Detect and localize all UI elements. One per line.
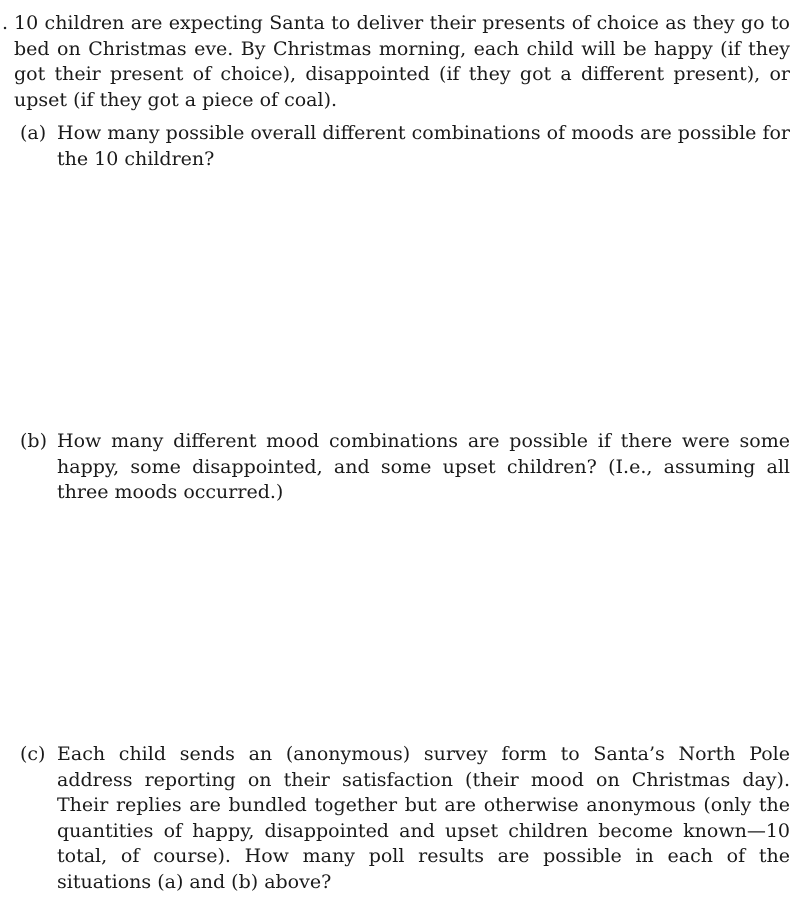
part-c-label: (c) [20, 743, 46, 765]
problem-intro-text: 10 children are expecting Santa to deliver their presents of choice as they go to bed on Christmas eve. By Christmas morning, each child will be happy (if they got their present of choice), disappointed (if they got a different present), or upset (if they got a piece of coal). [14, 12, 790, 111]
part-c [20, 742, 790, 895]
part-b-text: How many different mood combinations are possible if there were some happy, some disappointed, and some upset children? (I.e., assuming all three moods occurred.) [57, 430, 790, 503]
problem-statement [2, 11, 790, 113]
part-b [20, 429, 790, 506]
part-b-label: (b) [20, 430, 47, 452]
part-c-text: Each child sends an (anonymous) survey form to Santa’s North Pole address reporting on their satisfaction (their mood on Christmas day). Their replies are bundled together but are otherwise anonymous (only the quantities of happy, disappointed and upset children become known—10 total, of course). How many poll results are possible in each of the situations (a) and (b) above? [57, 743, 790, 893]
problem-number-marker: . [2, 12, 9, 34]
part-a-text: How many possible overall different combinations of moods are possible for the 10 children? [57, 122, 790, 170]
part-a-label: (a) [20, 122, 47, 144]
part-a [20, 121, 790, 172]
